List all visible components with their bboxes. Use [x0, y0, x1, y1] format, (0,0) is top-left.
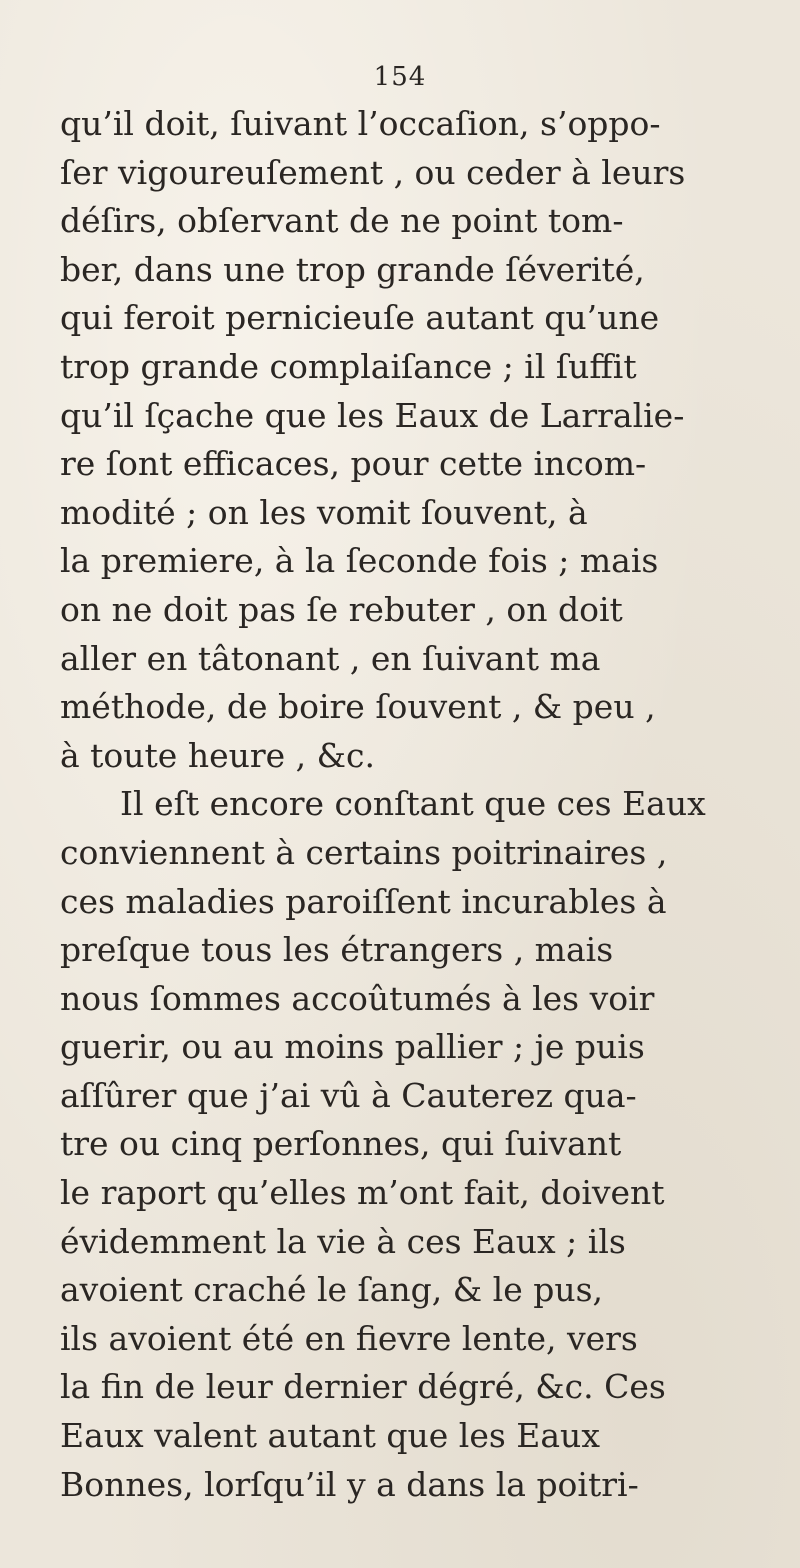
- text-line: qui feroit pernicieuſe autant qu’une: [60, 298, 660, 338]
- text-line: méthode, de boire ſouvent , & peu ,: [60, 687, 656, 727]
- paragraph-start-line: Il eſt encore conſtant que ces Eaux: [120, 784, 706, 824]
- text-line: conviennent à certains poitrinaires ,: [60, 832, 668, 872]
- text-line: à toute heure , &c.: [60, 735, 375, 775]
- text-line: tre ou cinq perſonnes, qui ſuivant: [60, 1124, 622, 1164]
- text-line: ces maladies paroiſſent incurables à: [60, 881, 667, 921]
- text-line: re ſont efficaces, pour cette incom-: [60, 444, 647, 484]
- text-line: Eaux valent autant que les Eaux: [60, 1416, 600, 1456]
- text-line: qu’il doit, ſuivant l’occaſion, s’oppo-: [60, 104, 661, 143]
- text-line: guerir, ou au moins pallier ; je puis: [60, 1027, 645, 1067]
- text-line: le raport qu’elles m’ont fait, doivent: [60, 1173, 665, 1213]
- text-line: la fin de leur dernier dégré, &c. Ces: [60, 1367, 666, 1407]
- text-line: qu’il ſçache que les Eaux de Larralie-: [60, 395, 685, 435]
- text-line: ils avoient été en fievre lente, vers: [60, 1318, 638, 1358]
- text-line: déſirs, obſervant de ne point tom-: [60, 201, 624, 241]
- text-line: la premiere, à la ſeconde fois ; mais: [60, 541, 659, 581]
- text-line: avoient craché le ſang, & le pus,: [60, 1270, 604, 1310]
- text-line: évidemment la vie à ces Eaux ; ils: [60, 1221, 626, 1261]
- text-line: trop grande complaiſance ; il ſuffit: [60, 346, 637, 386]
- text-line: ſer vigoureuſement , ou ceder à leurs: [60, 152, 686, 192]
- text-line: Bonnes, lorſqu’il y a dans la poitri-: [60, 1464, 639, 1504]
- text-line: ber, dans une trop grande ſéverité,: [60, 249, 645, 289]
- text-line: aſſûrer que j’ai vû à Cauterez qua-: [60, 1075, 637, 1115]
- text-line: nous ſommes accoûtumés à les voir: [60, 978, 655, 1018]
- body-text: [60, 100, 760, 1509]
- page-number: 154: [373, 62, 427, 92]
- text-line: aller en tâtonant , en ſuivant ma: [60, 638, 601, 678]
- text-line: on ne doit pas ſe rebuter , on doit: [60, 589, 623, 629]
- text-line: modité ; on les vomit ſouvent, à: [60, 492, 588, 532]
- text-line: preſque tous les étrangers , mais: [60, 930, 614, 970]
